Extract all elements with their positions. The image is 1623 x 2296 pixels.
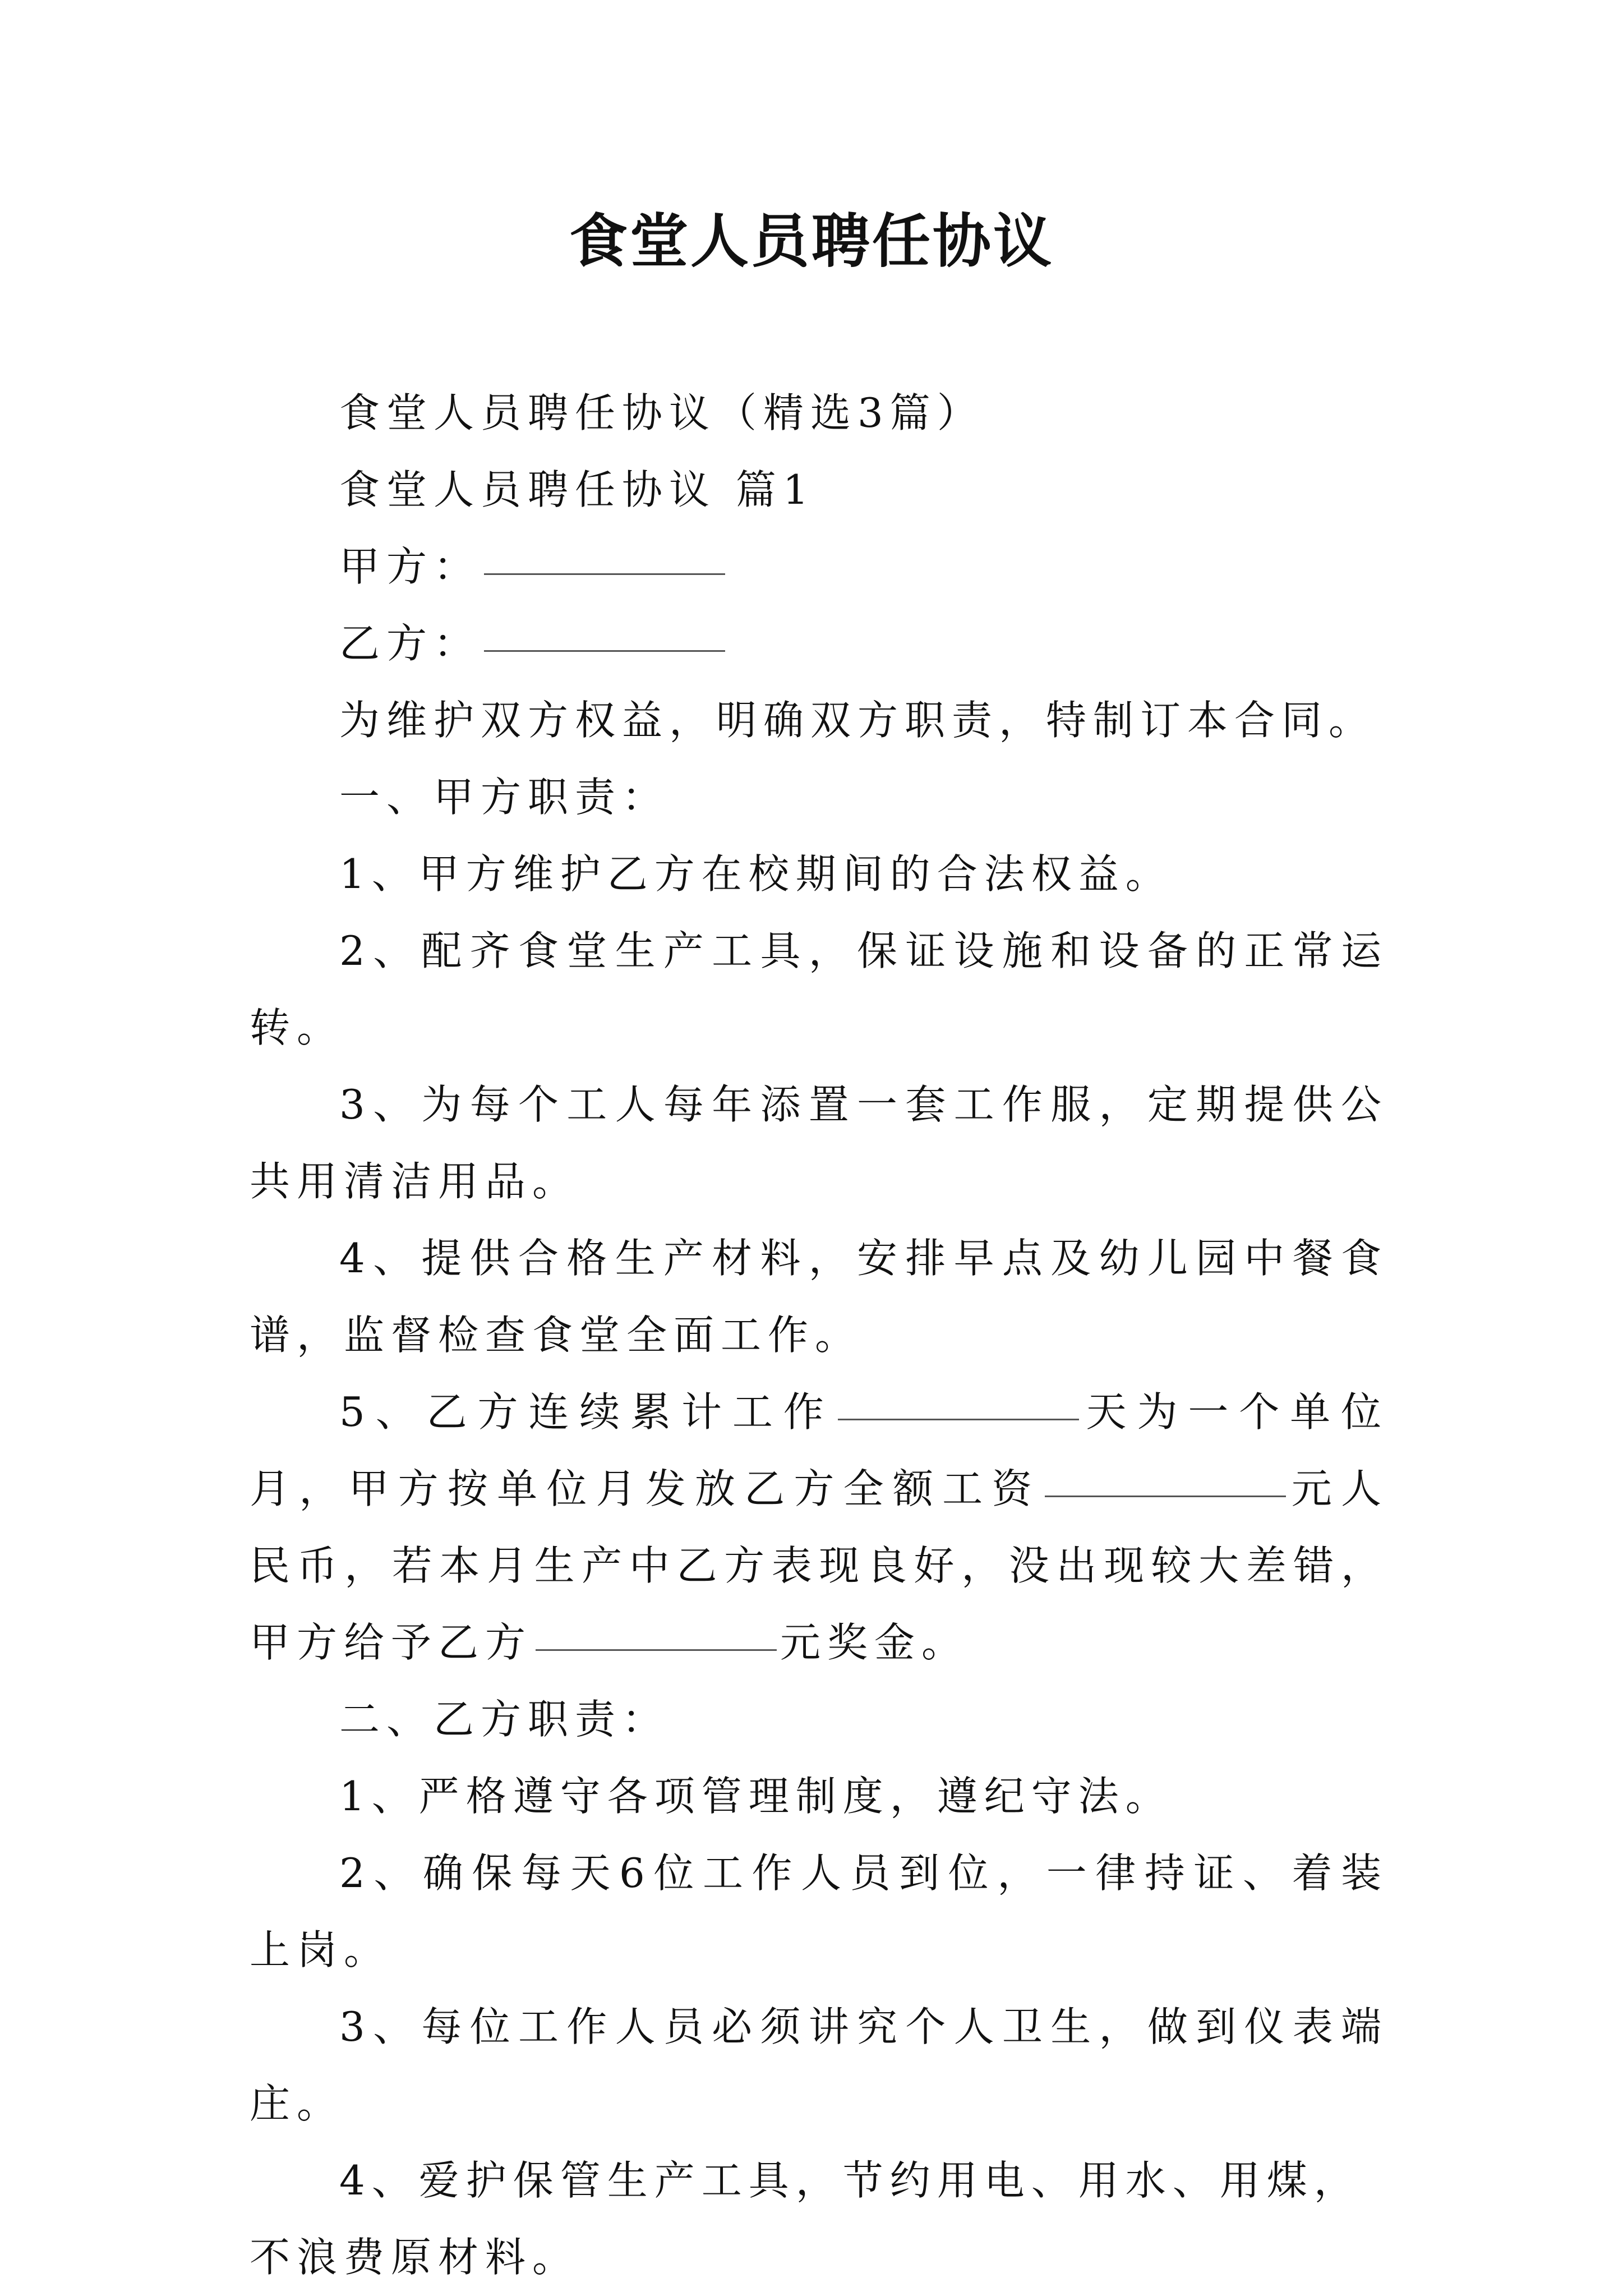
party-a-duty-2: 2、配齐食堂生产工具，保证设施和设备的正常运转。 — [250, 927, 1388, 1051]
party-b-duty-1: 1、严格遵守各项管理制度，遵纪守法。 — [339, 1773, 1173, 1820]
party-b-duty-4: 4、爱护保管生产工具，节约用电、用水、用煤，不浪费原材料。 — [250, 2157, 1361, 2281]
duty-5-text-3: 元人民币，若本月生产中乙方表现良好，没出现较大差错，甲方给予乙方 — [250, 1465, 1388, 1666]
party-a-duty-1: 1、甲方维护乙方在校期间的合法权益。 — [339, 850, 1173, 898]
duty-5-text-1: 5、乙方连续累计工作 — [339, 1388, 834, 1435]
party-a-blank — [484, 573, 725, 575]
work-days-blank — [838, 1418, 1079, 1420]
bonus-blank — [536, 1649, 777, 1651]
party-a-duty-5 — [250, 1374, 1388, 1681]
part-two-heading: 二、乙方职责： — [339, 1696, 670, 1743]
party-b-duty-3: 3、每位工作人员必须讲究个人卫生，做到仪表端庄。 — [250, 2003, 1388, 2127]
duty-5-text-2: 天为一个单位月，甲方按单位月发放乙方全额工资 — [250, 1388, 1388, 1512]
party-a-label: 甲方： — [339, 543, 481, 590]
party-b-line — [250, 605, 1388, 682]
party-a-duty-4: 4、提供合格生产材料，安排早点及幼儿园中餐食谱，监督检查食堂全面工作。 — [250, 1235, 1388, 1359]
party-a-line — [250, 528, 1388, 605]
purpose-paragraph: 为维护双方权益，明确双方职责，特制订本合同。 — [339, 697, 1376, 744]
party-b-label: 乙方： — [339, 620, 481, 667]
subtitle: 食堂人员聘任协议（精选3篇） — [339, 389, 984, 436]
document-title: 食堂人员聘任协议 — [569, 206, 1054, 275]
party-b-duty-2: 2、确保每天6位工作人员到位，一律持证、着装上岗。 — [250, 1849, 1388, 1973]
section-title: 食堂人员聘任协议 篇1 — [339, 466, 815, 513]
party-b-blank — [484, 650, 725, 652]
duty-5-text-4: 元奖金。 — [780, 1619, 969, 1666]
document-body — [250, 375, 1388, 2296]
salary-blank — [1045, 1495, 1286, 1497]
party-a-duty-3: 3、为每个工人每年添置一套工作服，定期提供公共用清洁用品。 — [250, 1081, 1388, 1205]
part-one-heading: 一、甲方职责： — [339, 774, 670, 821]
